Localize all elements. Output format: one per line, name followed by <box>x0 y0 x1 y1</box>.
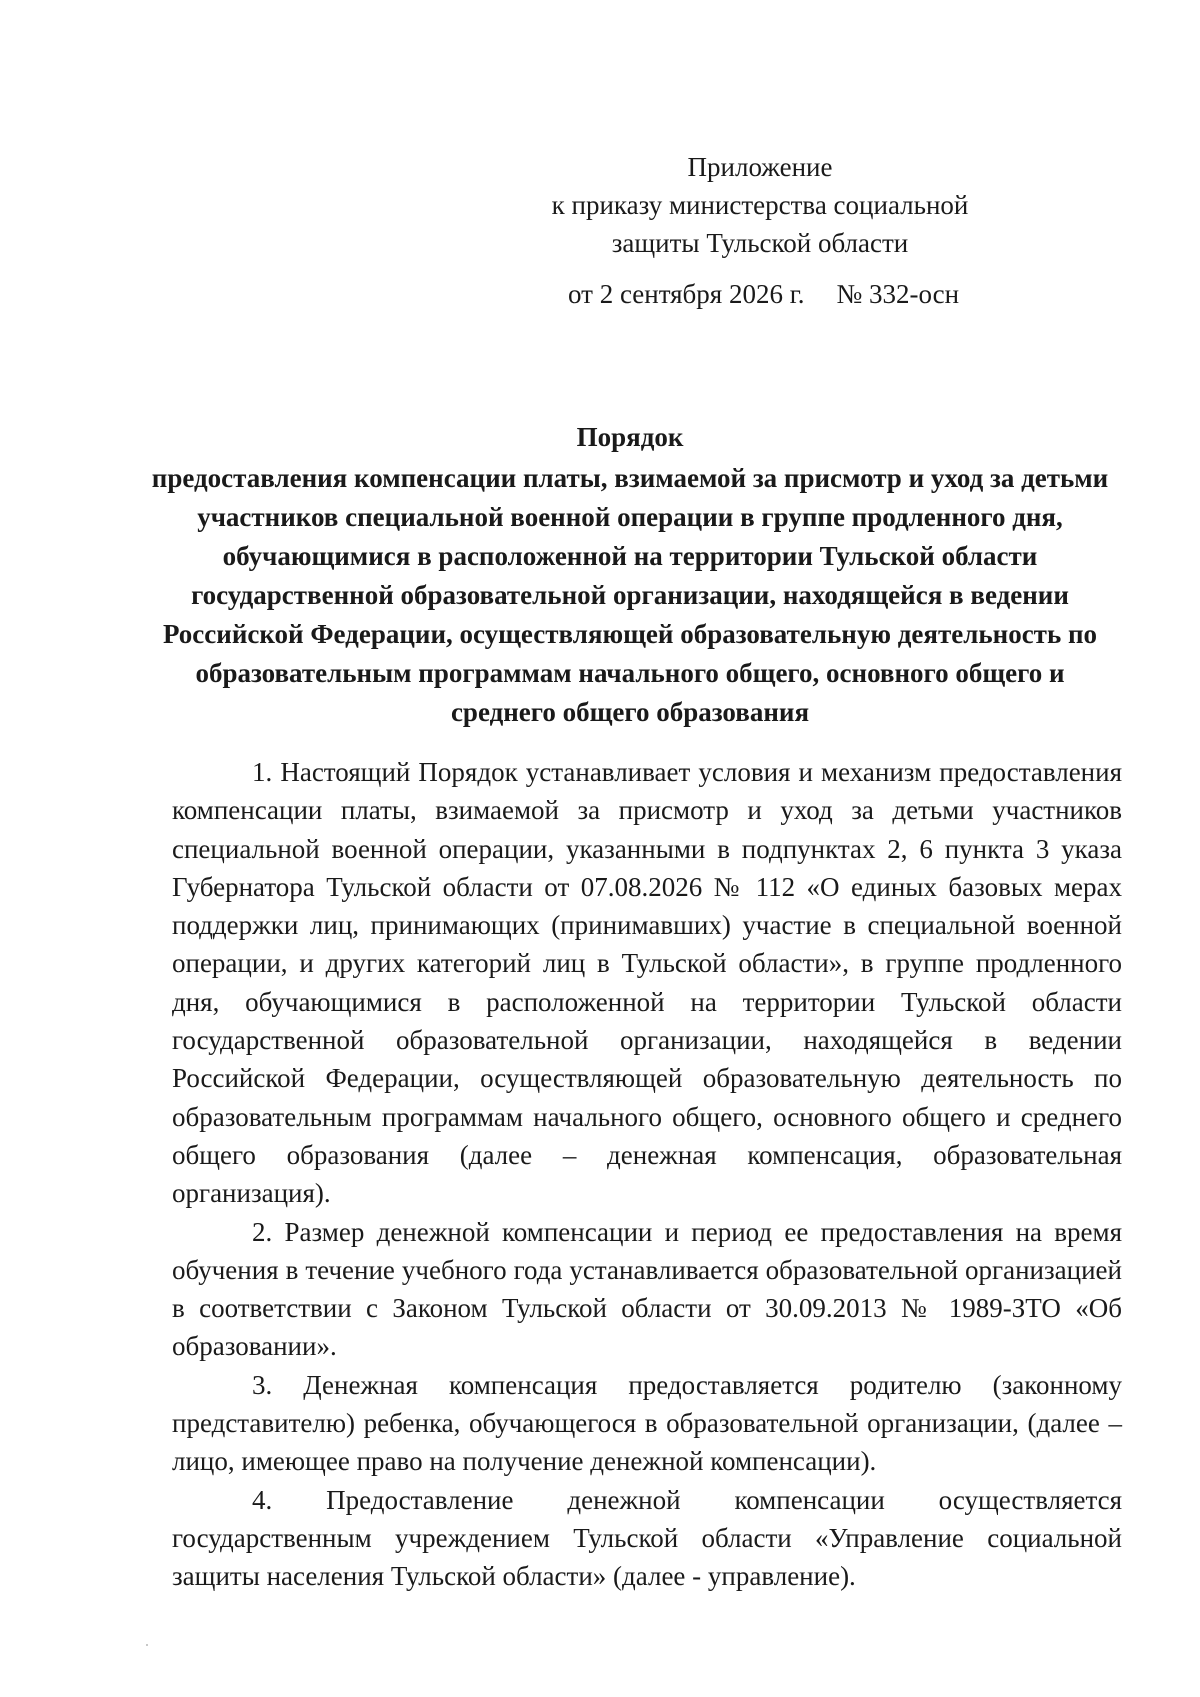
paragraph-2: 2. Размер денежной компенсации и период ее предоставления на время обучения в течение учебного года устанавливается образовательной организацией в соответствии с Законом Тульской области от 30.09.2013 № 1989-ЗТО «Об образовании». <box>172 1216 1122 1362</box>
appendix-line-1: Приложение <box>687 152 833 182</box>
appendix-line-2: к приказу министерства социальной <box>551 190 969 220</box>
paragraph-4: 4. Предоставление денежной компенсации осуществляется государственным учреждением Тульской области «Управление социальной защиты населения Тульской области» (далее - управление). <box>172 1484 1122 1592</box>
appendix-note <box>480 148 1040 262</box>
order-reference <box>568 275 959 313</box>
title-subtitle: предоставления компенсации платы, взимаемой за присмотр и уход за детьми участников специальной военной операции в группе продленного дня, обучающимися в расположенной на территории Тульской области государственной образовательной организации, находящейся в ведении Российской Федерации, осуществляющей образовательную деятельность по образовательным программам начального общего, основного общего и среднего общего образования <box>151 463 1109 727</box>
scan-speck <box>146 1644 148 1646</box>
appendix-line-3: защиты Тульской области <box>611 228 909 258</box>
paragraph-1: 1. Настоящий Порядок устанавливает условия и механизм предоставления компенсации платы, взимаемой за присмотр и уход за детьми участников специальной военной операции, указанными в подпунктах 2, 6 пункта 3 указа Губернатора Тульской области от 07.08.2026 № 112 «О единых базовых мерах поддержки лиц, принимающих (принимавших) участие в специальной военной операции, и других категорий лиц в Тульской области», в группе продленного дня, обучающимися в расположенной на территории Тульской области государственной образовательной организации, находящейся в ведении Российской Федерации, осуществляющей образовательную деятельность по образовательным программам начального общего, основного общего и среднего общего образования (далее – денежная компенсация, образовательная организация). <box>172 757 1122 1209</box>
document-title <box>140 418 1120 732</box>
paragraph-3: 3. Денежная компенсация предоставляется родителю (законному представителю) ребенка, обучающегося в образовательной организации, (далее – лицо, имеющее право на получение денежной компенсации). <box>172 1369 1122 1477</box>
title-heading: Порядок <box>576 422 684 452</box>
order-date: от 2 сентября 2026 г. <box>568 279 805 309</box>
document-body <box>172 753 1122 1596</box>
order-number: № 332-осн <box>836 279 960 309</box>
